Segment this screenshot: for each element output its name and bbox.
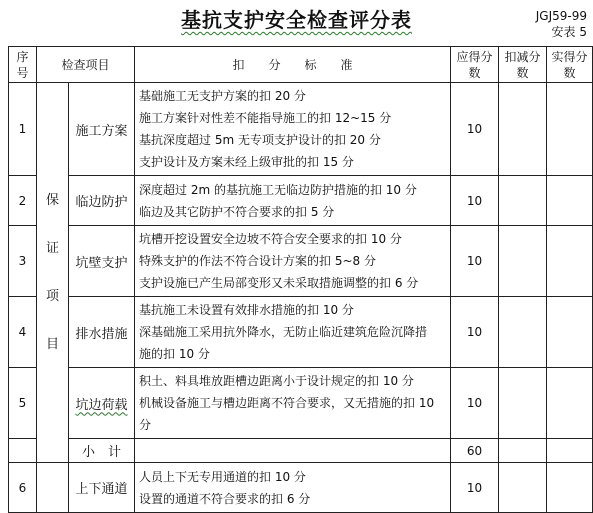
page-title: 基抗支护安全检查评分表 [181, 8, 412, 32]
row-number: 3 [9, 226, 37, 297]
standard-line: 深基础施工采用抗外降水，无防止临近建筑危险沉降措 [139, 325, 428, 339]
header-seq: 序号 [9, 47, 37, 83]
score-actual-cell [547, 368, 593, 439]
score-deduct-cell [499, 368, 547, 439]
code-number: JGJ59-99 [535, 9, 587, 23]
check-item: 上下通道 [69, 463, 135, 513]
deduct-standards [135, 463, 451, 513]
header-row [9, 47, 593, 83]
score-actual-cell [547, 226, 593, 297]
standard-line: 基抗深度超过 5m 无专项支护设计的扣 20 分 [139, 133, 381, 147]
subtotal-seq-cell [9, 439, 37, 463]
standard-line: 支护设计及方案未经上级审批的扣 15 分 [139, 155, 354, 169]
header-score-due: 应得分数 [451, 47, 499, 83]
table-row [9, 83, 593, 176]
score-due: 10 [451, 368, 499, 439]
score-table [8, 46, 593, 513]
score-actual-cell [547, 439, 593, 463]
score-deduct-cell [499, 83, 547, 176]
score-due: 10 [451, 463, 499, 513]
score-deduct-cell [499, 176, 547, 226]
group-label-empty [37, 463, 69, 513]
check-item-label: 坑边荷载 [75, 397, 128, 413]
row-number: 1 [9, 83, 37, 176]
standard-line: 基础施工无支护方案的扣 20 分 [139, 89, 306, 103]
standard-line: 设置的通道不符合要求的扣 6 分 [139, 491, 311, 506]
table-row [9, 463, 593, 513]
standard-line: 支护设施已产生局部变形又未采取措施调整的扣 6 分 [139, 276, 419, 290]
score-actual-cell [547, 463, 593, 513]
standard-line: 积土、料具堆放距槽边距离小于设计规定的扣 10 分 [139, 374, 414, 388]
standard-line: 机械设备施工与槽边距离不符合要求，又无措施的扣 10 [139, 396, 435, 410]
subtotal-label: 小 计 [69, 439, 135, 463]
check-item: 临边防护 [69, 176, 135, 226]
group-char: 保 [45, 192, 59, 208]
score-actual-cell [547, 83, 593, 176]
header-score-actual: 实得分数 [547, 47, 593, 83]
group-char: 目 [45, 336, 59, 352]
standard-line: 施工方案针对性差不能指导施工的扣 12~15 分 [139, 111, 392, 125]
score-actual-cell [547, 176, 593, 226]
header-score-deduct: 扣减分数 [499, 47, 547, 83]
row-number: 4 [9, 297, 37, 368]
table-row [9, 176, 593, 226]
standard-line: 临边及其它防护不符合要求的扣 5 分 [139, 204, 335, 219]
group-char: 证 [45, 240, 59, 256]
deduct-standards [135, 83, 451, 176]
subtotal-row [9, 439, 593, 463]
subtotal-standard-cell [135, 439, 451, 463]
row-number: 2 [9, 176, 37, 226]
standard-line: 基抗施工未设置有效排水措施的扣 10 分 [139, 303, 354, 317]
table-row [9, 297, 593, 368]
score-due: 10 [451, 176, 499, 226]
score-actual-cell [547, 297, 593, 368]
score-deduct-cell [499, 463, 547, 513]
score-deduct-cell [499, 226, 547, 297]
standard-line: 特殊支护的作法不符合设计方案的扣 5~8 分 [139, 254, 376, 268]
check-item: 施工方案 [69, 83, 135, 176]
score-deduct-cell [499, 439, 547, 463]
standard-line: 坑槽开挖设置安全边坡不符合安全要求的扣 10 分 [139, 232, 402, 246]
group-char: 项 [45, 288, 59, 304]
score-deduct-cell [499, 297, 547, 368]
row-number: 5 [9, 368, 37, 439]
standard-code [536, 8, 587, 40]
standard-line: 分 [139, 418, 152, 432]
score-due: 10 [451, 83, 499, 176]
score-due: 10 [451, 226, 499, 297]
subtotal-score: 60 [451, 439, 499, 463]
row-number: 6 [9, 463, 37, 513]
check-item: 坑壁支护 [69, 226, 135, 297]
deduct-standards [135, 226, 451, 297]
table-number: 安表 5 [551, 25, 587, 39]
check-item: 排水措施 [69, 297, 135, 368]
standard-line: 人员上下无专用通道的扣 10 分 [139, 469, 306, 484]
deduct-standards [135, 176, 451, 226]
deduct-standards [135, 297, 451, 368]
check-item [69, 368, 135, 439]
deduct-standards [135, 368, 451, 439]
table-row [9, 368, 593, 439]
score-due: 10 [451, 297, 499, 368]
table-row [9, 226, 593, 297]
group-label [37, 83, 69, 463]
header-check-item: 检查项目 [37, 47, 135, 83]
header-deduct-standard: 扣 分 标 准 [135, 47, 451, 83]
standard-line: 深度超过 2m 的基抗施工无临边防护措施的扣 10 分 [139, 182, 417, 197]
standard-line: 施的扣 10 分 [139, 347, 210, 361]
